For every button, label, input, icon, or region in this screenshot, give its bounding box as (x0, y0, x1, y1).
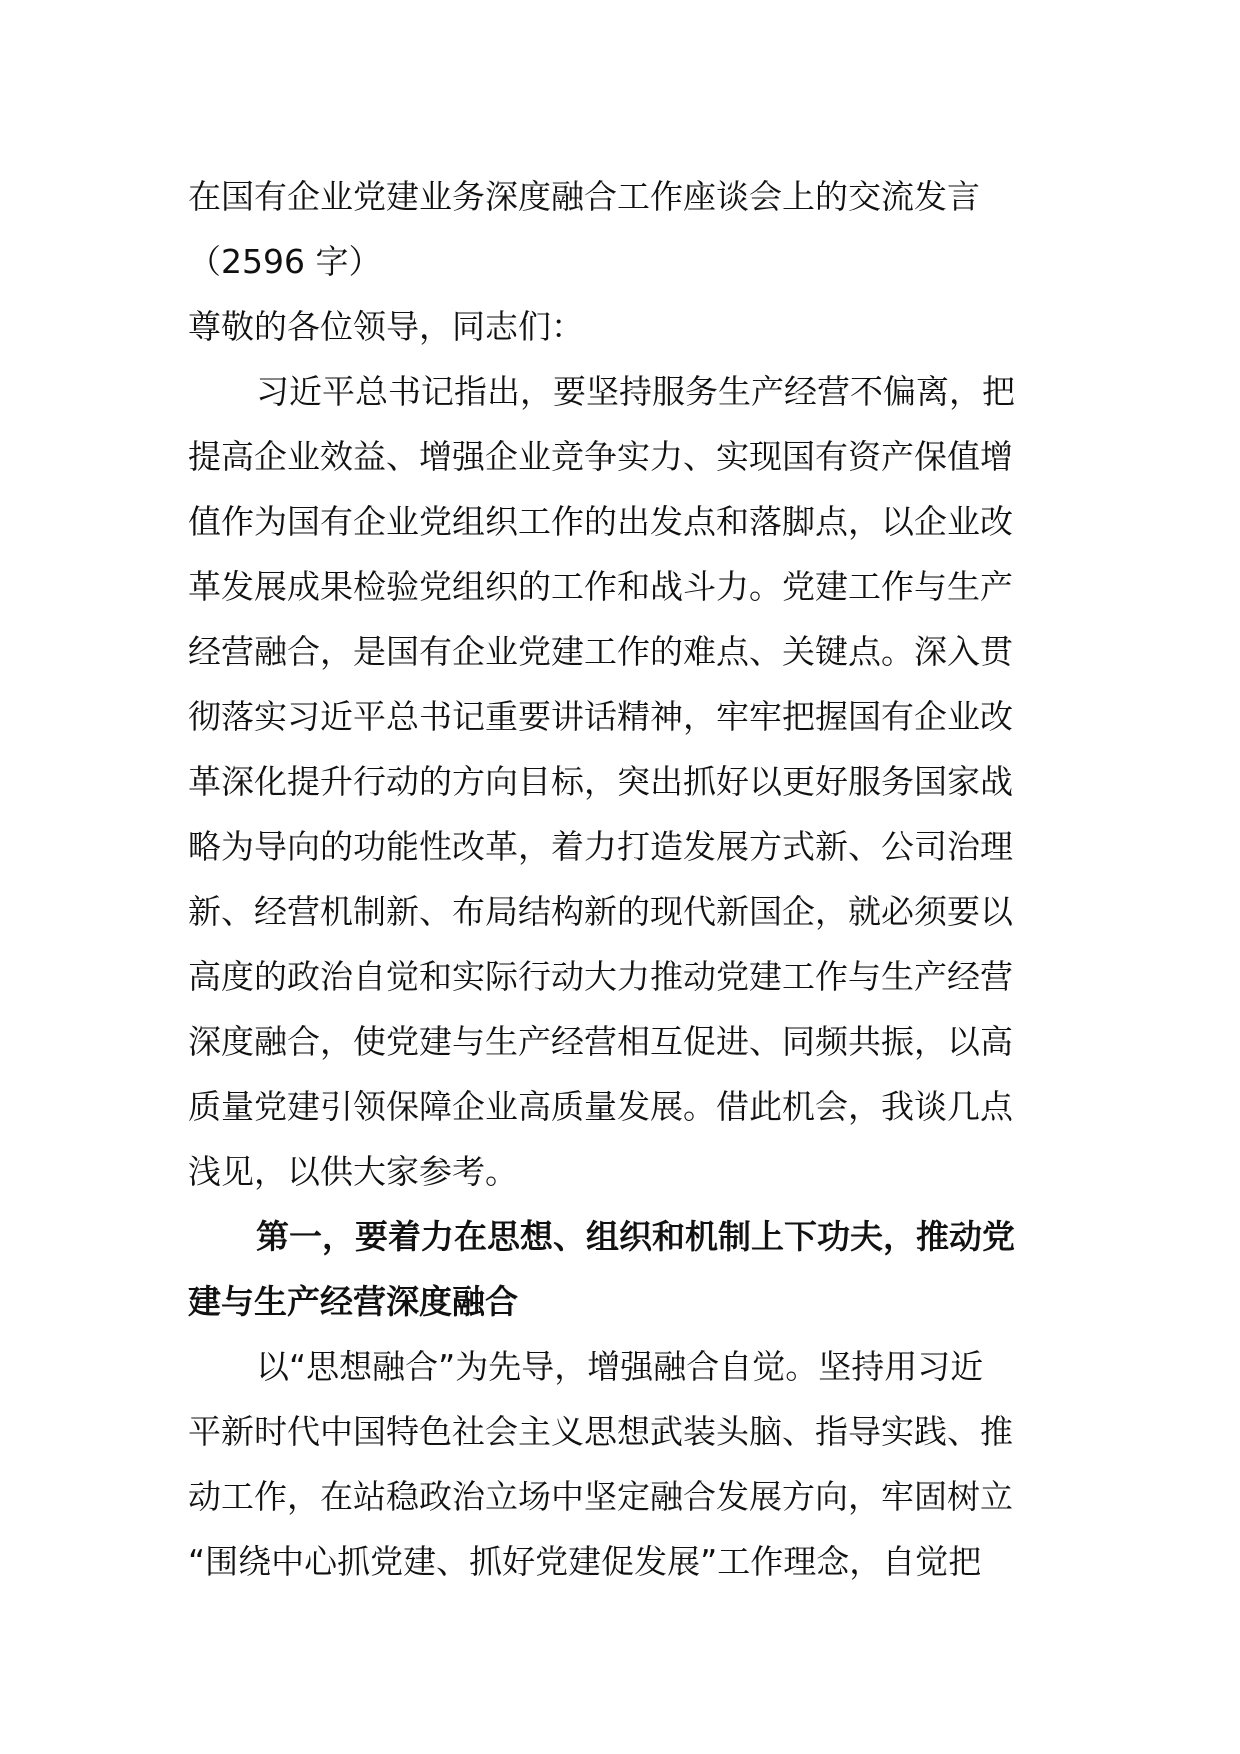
document-title-line-2: （2596 字） (188, 242, 382, 281)
paragraph-line: 质量党建引领保障企业高质量发展。借此机会，我谈几点 (188, 1087, 1013, 1126)
heading-line: 第一，要着力在思想、组织和机制上下功夫，推动党 (256, 1217, 1015, 1256)
greeting: 尊敬的各位领导，同志们： (188, 307, 584, 346)
paragraph-line: 革发展成果检验党组织的工作和战斗力。党建工作与生产 (188, 567, 1013, 606)
paragraph-line: 习近平总书记指出，要坚持服务生产经营不偏离，把 (256, 372, 1015, 411)
paragraph-line: 深度融合，使党建与生产经营相互促进、同频共振，以高 (188, 1022, 1013, 1061)
paragraph-line: 新、经营机制新、布局结构新的现代新国企，就必须要以 (188, 892, 1013, 931)
paragraph-line: 彻落实习近平总书记重要讲话精神，牢牢把握国有企业改 (188, 697, 1013, 736)
paragraph-line: 值作为国有企业党组织工作的出发点和落脚点，以企业改 (188, 502, 1013, 541)
heading-line: 建与生产经营深度融合 (188, 1282, 518, 1321)
section-heading-1 (188, 1204, 1064, 1334)
paragraph-line: 浅见，以供大家参考。 (188, 1152, 518, 1191)
paragraph-line: 革深化提升行动的方向目标，突出抓好以更好服务国家战 (188, 762, 1013, 801)
paragraph-line: 以“思想融合”为先导，增强融合自觉。坚持用习近 (256, 1347, 984, 1386)
paragraph-line: 平新时代中国特色社会主义思想武装头脑、指导实践、推 (188, 1412, 1013, 1451)
paragraph-line: 提高企业效益、增强企业竞争实力、实现国有资产保值增 (188, 437, 1013, 476)
paragraph-line: 高度的政治自觉和实际行动大力推动党建工作与生产经营 (188, 957, 1013, 996)
document-body (188, 164, 1064, 1594)
document-title-line-1: 在国有企业党建业务深度融合工作座谈会上的交流发言 (188, 177, 980, 216)
paragraph-line: 略为导向的功能性改革，着力打造发展方式新、公司治理 (188, 827, 1013, 866)
paragraph-line: 经营融合，是国有企业党建工作的难点、关键点。深入贯 (188, 632, 1013, 671)
paragraph-1 (188, 359, 1064, 1204)
paragraph-line: 动工作，在站稳政治立场中坚定融合发展方向，牢固树立 (188, 1477, 1013, 1516)
paragraph-line: “围绕中心抓党建、抓好党建促发展”工作理念，自觉把 (188, 1542, 982, 1581)
paragraph-2 (188, 1334, 1064, 1594)
